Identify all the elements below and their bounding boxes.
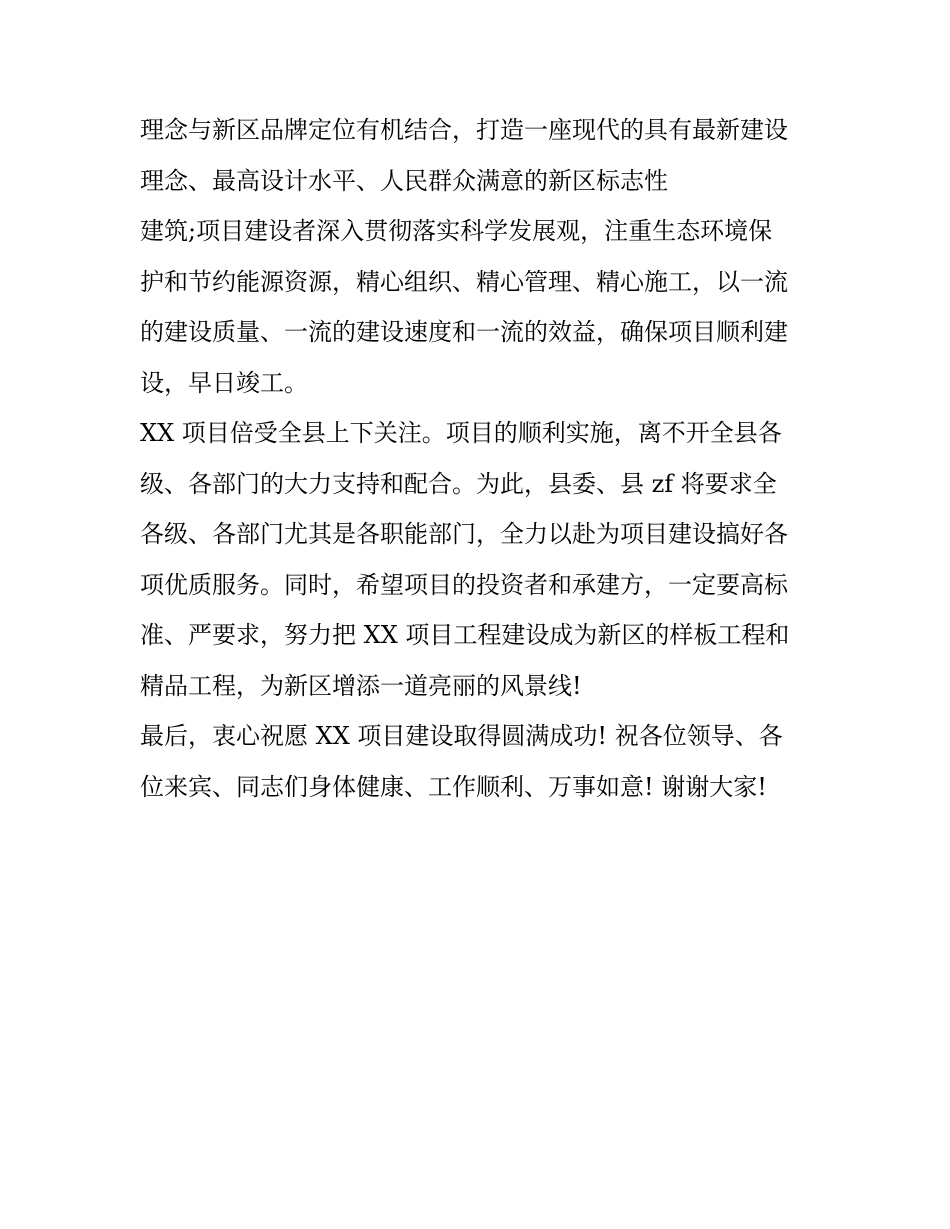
text-line: XX 项目倍受全县上下关注。项目的顺利实施，离不开全县各 [140, 419, 782, 447]
text-line: 精品工程，为新区增添一道亮丽的风景线! [140, 671, 582, 700]
text-line: 位来宾、同志们身体健康、工作顺利、万事如意! 谢谢大家! [140, 772, 767, 801]
text-line: 护和节约能源资源，精心组织、精心管理、精心施工，以一流 [140, 267, 788, 296]
text-line: 项优质服务。同时，希望项目的投资者和承建方，一定要高标 [140, 570, 788, 599]
text-line: 准、严要求，努力把 XX 项目工程建设成为新区的样板工程和 [140, 621, 790, 649]
text-line: 理念与新区品牌定位有机结合，打造一座现代的具有最新建设 [140, 116, 788, 144]
text-line: 建筑;项目建设者深入贯彻落实科学发展观，注重生态环境保 [140, 217, 773, 245]
text-line: 的建设质量、一流的建设速度和一流的效益，确保项目顺利建 [140, 318, 788, 346]
text-line: 设，早日竣工。 [140, 368, 308, 397]
text-line: 级、各部门的大力支持和配合。为此，县委、县 zf 将要求全 [140, 469, 777, 498]
text-line: 最后，衷心祝愿 XX 项目建设取得圆满成功! 祝各位领导、各 [140, 722, 783, 750]
document-body [140, 105, 820, 812]
text-line: 各级、各部门尤其是各职能部门，全力以赴为项目建设搞好各 [140, 520, 788, 548]
text-line: 理念、最高设计水平、人民群众满意的新区标志性 [140, 166, 668, 195]
